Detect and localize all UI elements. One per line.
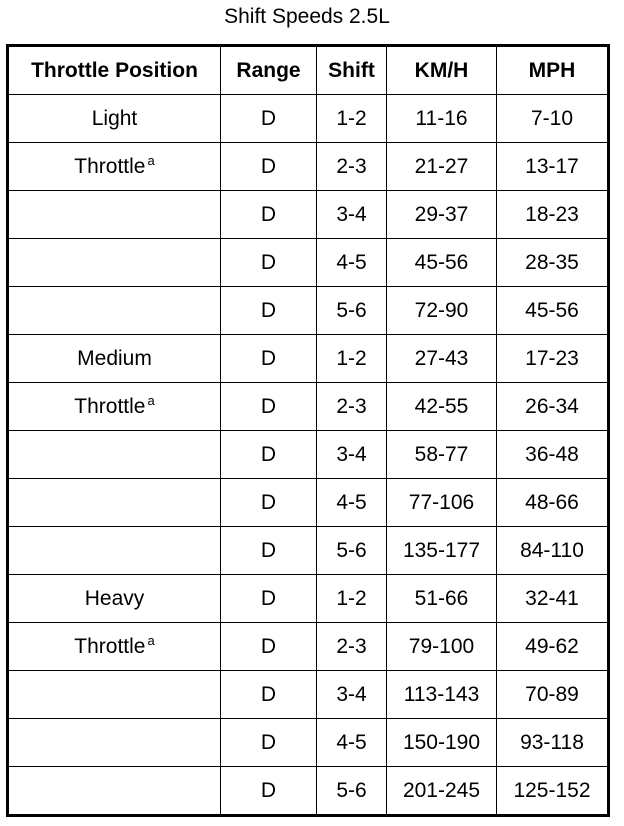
mph-cell: 28-35 xyxy=(497,239,609,287)
table-row xyxy=(8,95,609,143)
table-row xyxy=(8,575,609,623)
kmh-cell: 79-100 xyxy=(387,623,497,671)
mph-cell: 26-34 xyxy=(497,383,609,431)
shift-cell: 5-6 xyxy=(317,287,387,335)
mph-cell: 36-48 xyxy=(497,431,609,479)
shift-cell: 4-5 xyxy=(317,479,387,527)
shift-cell: 1-2 xyxy=(317,335,387,383)
throttle-position-cell xyxy=(8,431,221,479)
range-cell: D xyxy=(221,143,317,191)
kmh-cell: 42-55 xyxy=(387,383,497,431)
shift-cell: 3-4 xyxy=(317,431,387,479)
mph-cell: 32-41 xyxy=(497,575,609,623)
kmh-cell: 72-90 xyxy=(387,287,497,335)
throttle-position-cell xyxy=(8,143,221,191)
mph-cell: 84-110 xyxy=(497,527,609,575)
kmh-cell: 51-66 xyxy=(387,575,497,623)
throttle-position-cell xyxy=(8,479,221,527)
throttle-position-cell xyxy=(8,383,221,431)
table-row xyxy=(8,527,609,575)
mph-cell: 49-62 xyxy=(497,623,609,671)
table-row xyxy=(8,623,609,671)
range-cell: D xyxy=(221,719,317,767)
range-cell: D xyxy=(221,671,317,719)
shift-cell: 3-4 xyxy=(317,671,387,719)
header-range: Range xyxy=(221,46,317,95)
table-row xyxy=(8,767,609,816)
table-row xyxy=(8,383,609,431)
shift-cell: 2-3 xyxy=(317,143,387,191)
throttle-position-label: Medium xyxy=(77,346,152,370)
kmh-cell: 150-190 xyxy=(387,719,497,767)
range-cell: D xyxy=(221,191,317,239)
table-body xyxy=(8,95,609,816)
shift-cell: 1-2 xyxy=(317,95,387,143)
mph-cell: 18-23 xyxy=(497,191,609,239)
throttle-position-cell xyxy=(8,239,221,287)
table-row xyxy=(8,431,609,479)
mph-cell: 125-152 xyxy=(513,778,591,802)
mph-cell: 13-17 xyxy=(497,143,609,191)
shift-cell: 5-6 xyxy=(317,767,387,816)
shift-cell: 4-5 xyxy=(317,239,387,287)
table-row xyxy=(8,239,609,287)
kmh-cell: 113-143 xyxy=(387,671,497,719)
footnote-marker: a xyxy=(147,392,155,408)
table-row xyxy=(8,143,609,191)
throttle-position-cell xyxy=(8,671,221,719)
throttle-position-cell xyxy=(8,287,221,335)
throttle-position-label: Throttle xyxy=(74,394,146,418)
kmh-cell: 201-245 xyxy=(387,767,497,816)
kmh-cell: 27-43 xyxy=(387,335,497,383)
footnote-marker: a xyxy=(147,632,155,648)
throttle-position-label: Light xyxy=(91,106,138,130)
throttle-position-label: Heavy xyxy=(84,586,145,610)
table-row xyxy=(8,191,609,239)
table-row xyxy=(8,287,609,335)
throttle-position-cell xyxy=(8,191,221,239)
shift-cell: 3-4 xyxy=(317,191,387,239)
range-cell: D xyxy=(221,431,317,479)
range-cell: D xyxy=(221,575,317,623)
kmh-cell: 21-27 xyxy=(387,143,497,191)
table-row xyxy=(8,335,609,383)
page-title: Shift Speeds 2.5L xyxy=(224,5,390,28)
range-cell: D xyxy=(221,527,317,575)
header-throttle-position: Throttle Position xyxy=(8,46,221,95)
kmh-cell: 29-37 xyxy=(387,191,497,239)
mph-cell: 45-56 xyxy=(497,287,609,335)
shift-cell: 1-2 xyxy=(317,575,387,623)
kmh-cell: 77-106 xyxy=(387,479,497,527)
shift-cell: 2-3 xyxy=(317,383,387,431)
mph-cell: 70-89 xyxy=(497,671,609,719)
header-mph: MPH xyxy=(497,46,609,95)
throttle-position-cell xyxy=(8,767,221,816)
header-row xyxy=(8,46,609,95)
table-row xyxy=(8,671,609,719)
throttle-position-cell xyxy=(8,575,221,623)
range-cell: D xyxy=(221,479,317,527)
throttle-position-cell xyxy=(8,335,221,383)
range-cell: D xyxy=(221,239,317,287)
mph-cell: 93-118 xyxy=(497,719,609,767)
range-cell: D xyxy=(221,623,317,671)
shift-speeds-table xyxy=(6,44,610,817)
throttle-position-cell xyxy=(8,527,221,575)
range-cell: D xyxy=(221,767,317,816)
header-shift: Shift xyxy=(317,46,387,95)
throttle-position-label: Throttle xyxy=(74,634,146,658)
kmh-cell: 58-77 xyxy=(387,431,497,479)
throttle-position-cell xyxy=(8,623,221,671)
kmh-cell: 135-177 xyxy=(387,527,497,575)
table-row xyxy=(8,719,609,767)
range-cell: D xyxy=(221,383,317,431)
shift-cell: 5-6 xyxy=(317,527,387,575)
mph-cell: 7-10 xyxy=(497,95,609,143)
throttle-position-cell xyxy=(8,719,221,767)
table-row xyxy=(8,479,609,527)
throttle-position-cell xyxy=(8,95,221,143)
mph-cell: 17-23 xyxy=(497,335,609,383)
range-cell: D xyxy=(221,335,317,383)
range-cell: D xyxy=(221,95,317,143)
throttle-position-label: Throttle xyxy=(74,154,146,178)
shift-cell: 2-3 xyxy=(317,623,387,671)
header-kmh: KM/H xyxy=(387,46,497,95)
mph-cell: 48-66 xyxy=(497,479,609,527)
kmh-cell: 11-16 xyxy=(387,95,497,143)
shift-cell: 4-5 xyxy=(317,719,387,767)
footnote-marker: a xyxy=(147,152,155,168)
range-cell: D xyxy=(221,287,317,335)
kmh-cell: 45-56 xyxy=(387,239,497,287)
